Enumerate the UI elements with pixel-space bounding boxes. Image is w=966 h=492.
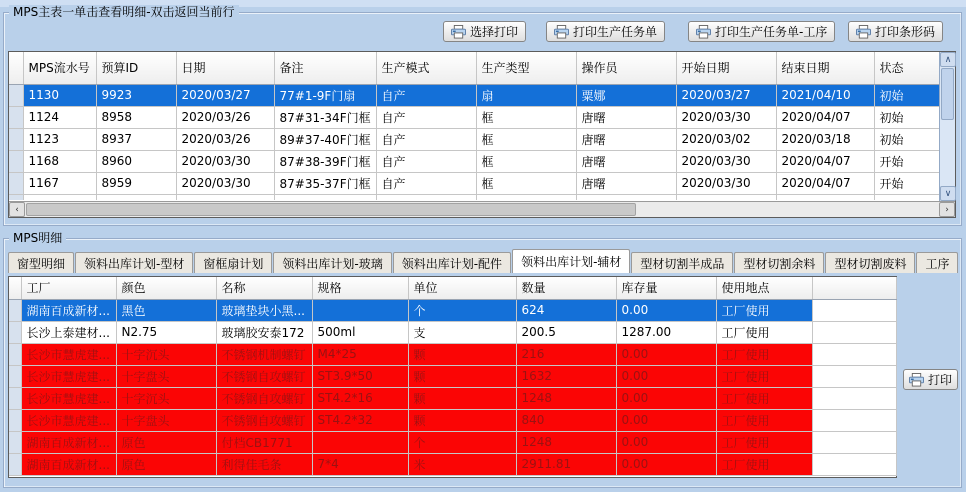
mps-detail-grid xyxy=(8,276,897,478)
grid-cell: 8958 xyxy=(96,106,176,128)
tab-material-plan-profile[interactable]: 领料出库计划-型材 xyxy=(75,252,193,273)
grid-cell: 工厂使用 xyxy=(716,409,812,431)
grid-cell: 8960 xyxy=(96,150,176,172)
column-header-mps-serial[interactable]: MPS流水号 xyxy=(23,52,96,84)
grid-cell: 624 xyxy=(516,299,616,321)
grid-cell: 自产 xyxy=(376,172,476,194)
grid-cell xyxy=(312,431,408,453)
row-selector-header xyxy=(9,52,23,84)
grid-cell: 1248 xyxy=(516,431,616,453)
column-header-spec[interactable]: 规格 xyxy=(312,277,408,299)
column-header-factory[interactable]: 工厂 xyxy=(21,277,116,299)
grid-cell: 2020/03/26 xyxy=(176,106,274,128)
vertical-scroll-thumb[interactable] xyxy=(941,68,954,120)
table-row[interactable] xyxy=(9,365,896,387)
table-row[interactable] xyxy=(9,387,896,409)
grid-cell: 2020/03/30 xyxy=(676,172,776,194)
row-selector[interactable] xyxy=(9,128,23,150)
table-row[interactable] xyxy=(9,84,939,106)
column-header-name[interactable]: 名称 xyxy=(216,277,312,299)
row-selector[interactable] xyxy=(9,453,21,475)
grid-cell: 湖南百成新材... xyxy=(21,299,116,321)
row-selector[interactable] xyxy=(9,387,21,409)
tab-profile-cut-remnant[interactable]: 型材切割余料 xyxy=(734,252,824,273)
tab-window-detail[interactable]: 窗型明细 xyxy=(8,252,74,273)
grid-filler xyxy=(812,365,896,387)
grid-cell: 工厂使用 xyxy=(716,299,812,321)
column-header-status[interactable]: 状态 xyxy=(874,52,939,84)
grid-cell: 初始 xyxy=(874,84,939,106)
grid-cell: 0.00 xyxy=(616,409,716,431)
grid-cell: 216 xyxy=(516,343,616,365)
grid-cell: 2020/04/07 xyxy=(776,106,874,128)
grid-cell: 840 xyxy=(516,409,616,431)
grid-cell: 个 xyxy=(408,299,516,321)
column-header-end-date[interactable]: 结束日期 xyxy=(776,52,874,84)
row-selector[interactable] xyxy=(9,431,21,453)
grid-cell: 工厂使用 xyxy=(716,343,812,365)
row-selector-header xyxy=(9,277,21,299)
column-header-production-type[interactable]: 生产类型 xyxy=(476,52,576,84)
grid-cell: 1168 xyxy=(23,150,96,172)
print-task-order-button[interactable] xyxy=(546,21,665,42)
tab-material-plan-accessory[interactable]: 领料出库计划-配件 xyxy=(393,252,511,273)
grid-cell: 颗 xyxy=(408,409,516,431)
header-row xyxy=(9,277,896,299)
column-header-operator[interactable]: 操作员 xyxy=(576,52,676,84)
header-row xyxy=(9,52,939,84)
grid-cell: 扇 xyxy=(476,84,576,106)
column-header-stock[interactable]: 库存量 xyxy=(616,277,716,299)
table-row[interactable] xyxy=(9,453,896,475)
grid-cell: 开始 xyxy=(874,150,939,172)
grid-cell: 十字沉头 xyxy=(116,387,216,409)
grid-cell: 0.00 xyxy=(616,343,716,365)
mps-main-grid xyxy=(8,51,956,218)
grid-cell: 7*4 xyxy=(312,453,408,475)
tab-material-plan-glass[interactable]: 领料出库计划-玻璃 xyxy=(273,252,391,273)
grid-cell: 2021/04/10 xyxy=(776,84,874,106)
grid-filler xyxy=(812,387,896,409)
grid-cell: 自产 xyxy=(376,84,476,106)
grid-cell: 不锈钢机制螺钉 xyxy=(216,343,312,365)
printer-icon xyxy=(554,25,569,39)
grid-filler xyxy=(812,431,896,453)
grid-cell: 2911.81 xyxy=(516,453,616,475)
grid-cell: 自产 xyxy=(376,150,476,172)
column-header-color[interactable]: 颜色 xyxy=(116,277,216,299)
column-header-unit[interactable]: 单位 xyxy=(408,277,516,299)
table-row[interactable] xyxy=(9,431,896,453)
grid-cell: 2020/03/30 xyxy=(676,106,776,128)
detail-tab-strip xyxy=(8,249,959,273)
table-row[interactable] xyxy=(9,299,896,321)
grid-cell: 2020/04/07 xyxy=(776,172,874,194)
grid-cell: 工厂使用 xyxy=(716,365,812,387)
tab-frame-sash-plan[interactable]: 窗框扇计划 xyxy=(194,252,272,273)
grid-cell: 初始 xyxy=(874,106,939,128)
row-selector[interactable] xyxy=(9,365,21,387)
grid-cell: 长沙市慧虎建... xyxy=(21,365,116,387)
print-task-order-process-button[interactable] xyxy=(688,21,835,42)
grid-cell: 长沙市慧虎建... xyxy=(21,343,116,365)
grid-cell: 自产 xyxy=(376,128,476,150)
row-selector[interactable] xyxy=(9,106,23,128)
grid-cell: 不锈钢自攻螺钉 xyxy=(216,409,312,431)
grid-cell: 2020/03/30 xyxy=(676,150,776,172)
grid-cell: 1123 xyxy=(23,128,96,150)
button-label: 选择打印 xyxy=(470,25,519,39)
detail-print-button[interactable] xyxy=(903,369,958,390)
grid-cell: 框 xyxy=(476,128,576,150)
grid-cell: 1287.00 xyxy=(616,321,716,343)
table-row[interactable] xyxy=(9,106,939,128)
grid-cell: 黑色 xyxy=(116,299,216,321)
grid-cell: 付档CB1771 xyxy=(216,431,312,453)
grid-cell: 0.00 xyxy=(616,453,716,475)
grid-cell: 8937 xyxy=(96,128,176,150)
grid-cell: 十字盘头 xyxy=(116,365,216,387)
grid-cell: 玻璃胶安泰172 xyxy=(216,321,312,343)
grid-cell: 2020/03/30 xyxy=(176,172,274,194)
grid-cell: 工厂使用 xyxy=(716,453,812,475)
grid-cell: 湖南百成新材... xyxy=(21,431,116,453)
grid-filler xyxy=(812,453,896,475)
grid-cell: M4*25 xyxy=(312,343,408,365)
grid-cell: 1248 xyxy=(516,387,616,409)
grid-cell: 颗 xyxy=(408,365,516,387)
grid-cell: 8959 xyxy=(96,172,176,194)
column-header-production-mode[interactable]: 生产模式 xyxy=(376,52,476,84)
grid-cell: 500ml xyxy=(312,321,408,343)
grid-cell: 框 xyxy=(476,172,576,194)
row-selector[interactable] xyxy=(9,299,21,321)
table-row[interactable] xyxy=(9,321,896,343)
printer-icon xyxy=(909,373,924,387)
grid-cell: 不锈钢自攻螺钉 xyxy=(216,387,312,409)
table-row[interactable] xyxy=(9,172,939,194)
grid-cell: 框 xyxy=(476,150,576,172)
grid-cell: 颗 xyxy=(408,343,516,365)
grid-cell: 200.5 xyxy=(516,321,616,343)
grid-cell: 2020/03/26 xyxy=(176,128,274,150)
grid-cell: 77#1-9F门扇 xyxy=(274,84,376,106)
printer-icon xyxy=(856,25,871,39)
grid-cell: 长沙市慧虎建... xyxy=(21,409,116,431)
grid-cell: 0.00 xyxy=(616,387,716,409)
grid-filler xyxy=(812,299,896,321)
grid-cell: 1167 xyxy=(23,172,96,194)
mps-main-title: MPS主表一单击查看明细-双击返回当前行 xyxy=(9,5,239,20)
grid-cell: 9923 xyxy=(96,84,176,106)
horizontal-scroll-thumb[interactable] xyxy=(26,203,636,216)
grid-cell: 不锈钢自攻螺钉 xyxy=(216,365,312,387)
grid-cell: 个 xyxy=(408,431,516,453)
grid-cell: 2020/03/02 xyxy=(676,128,776,150)
tab-process[interactable]: 工序 xyxy=(916,252,958,273)
button-label: 打印条形码 xyxy=(875,25,936,39)
scroll-left-button[interactable]: ‹ xyxy=(9,202,25,217)
grid-cell: 自产 xyxy=(376,106,476,128)
grid-cell: 开始 xyxy=(874,172,939,194)
grid-cell: 2020/03/30 xyxy=(176,150,274,172)
tab-profile-cut-waste[interactable]: 型材切割废料 xyxy=(825,252,915,273)
grid-cell xyxy=(312,299,408,321)
printer-icon xyxy=(696,25,711,39)
tab-material-plan-auxiliary[interactable]: 领料出库计划-辅材 xyxy=(512,249,630,273)
vertical-scrollbar[interactable] xyxy=(939,52,955,201)
grid-filler xyxy=(812,343,896,365)
grid-cell: 0.00 xyxy=(616,365,716,387)
row-selector[interactable] xyxy=(9,343,21,365)
grid-cell: 唐曙 xyxy=(576,106,676,128)
scroll-up-button[interactable]: ∧ xyxy=(940,52,956,67)
column-header-budget-id[interactable]: 预算ID xyxy=(96,52,176,84)
grid-cell: 唐曙 xyxy=(576,128,676,150)
grid-filler xyxy=(812,321,896,343)
grid-cell: 2020/04/07 xyxy=(776,150,874,172)
row-selector[interactable] xyxy=(9,84,23,106)
grid-cell: 工厂使用 xyxy=(716,431,812,453)
grid-cell: 87#35-37F门框 xyxy=(274,172,376,194)
grid-cell: 利得佳毛条 xyxy=(216,453,312,475)
grid-cell: 粟娜 xyxy=(576,84,676,106)
grid-cell: N2.75 xyxy=(116,321,216,343)
grid-cell: 支 xyxy=(408,321,516,343)
printer-icon xyxy=(451,25,466,39)
grid-cell: 米 xyxy=(408,453,516,475)
grid-cell: 2020/03/27 xyxy=(176,84,274,106)
row-selector[interactable] xyxy=(9,150,23,172)
grid-cell: 湖南百成新材... xyxy=(21,453,116,475)
row-selector[interactable] xyxy=(9,172,23,194)
grid-cell: ST4.2*32 xyxy=(312,409,408,431)
button-label: 打印生产任务单 xyxy=(573,25,658,39)
scroll-down-button[interactable]: ∨ xyxy=(940,186,956,201)
grid-cell: 玻璃垫块小黑... xyxy=(216,299,312,321)
grid-cell: 89#37-40F门框 xyxy=(274,128,376,150)
filler-header xyxy=(812,277,896,299)
grid-cell: 唐曙 xyxy=(576,172,676,194)
table-row[interactable] xyxy=(9,409,896,431)
grid-cell: 0.00 xyxy=(616,431,716,453)
column-header-date[interactable]: 日期 xyxy=(176,52,274,84)
grid-cell: 87#38-39F门框 xyxy=(274,150,376,172)
grid-cell: 1130 xyxy=(23,84,96,106)
grid-cell: 1632 xyxy=(516,365,616,387)
button-label: 打印 xyxy=(928,373,953,387)
mps-detail-title: MPS明细 xyxy=(9,231,66,246)
row-selector[interactable] xyxy=(9,409,21,431)
grid-cell: 唐曙 xyxy=(576,150,676,172)
grid-cell: 87#31-34F门框 xyxy=(274,106,376,128)
grid-cell: 长沙市慧虎建... xyxy=(21,387,116,409)
grid-cell: 原色 xyxy=(116,431,216,453)
select-print-button[interactable] xyxy=(443,21,526,42)
grid-filler xyxy=(812,409,896,431)
grid-cell: 工厂使用 xyxy=(716,321,812,343)
grid-cell: 初始 xyxy=(874,128,939,150)
grid-cell: 2020/03/18 xyxy=(776,128,874,150)
grid-cell: 工厂使用 xyxy=(716,387,812,409)
grid-cell: 2020/03/27 xyxy=(676,84,776,106)
column-header-remark[interactable]: 备注 xyxy=(274,52,376,84)
table-row[interactable] xyxy=(9,150,939,172)
grid-cell: 十字沉头 xyxy=(116,343,216,365)
grid-cell: 长沙上泰建材... xyxy=(21,321,116,343)
grid-cell: 十字盘头 xyxy=(116,409,216,431)
grid-cell: 框 xyxy=(476,106,576,128)
table-row[interactable] xyxy=(9,128,939,150)
print-barcode-button[interactable] xyxy=(848,21,943,42)
column-header-quantity[interactable]: 数量 xyxy=(516,277,616,299)
column-header-start-date[interactable]: 开始日期 xyxy=(676,52,776,84)
row-selector[interactable] xyxy=(9,321,21,343)
tab-profile-cut-semifinished[interactable]: 型材切割半成品 xyxy=(631,252,733,273)
grid-cell: 1124 xyxy=(23,106,96,128)
button-label: 打印生产任务单-工序 xyxy=(715,25,828,39)
scroll-right-button[interactable]: › xyxy=(939,202,955,217)
grid-cell: 颗 xyxy=(408,387,516,409)
grid-cell: 原色 xyxy=(116,453,216,475)
horizontal-scrollbar[interactable] xyxy=(9,201,955,217)
grid-cell: ST4.2*16 xyxy=(312,387,408,409)
column-header-usage-place[interactable]: 使用地点 xyxy=(716,277,812,299)
grid-cell: 0.00 xyxy=(616,299,716,321)
clipped-row[interactable] xyxy=(9,194,939,200)
table-row[interactable] xyxy=(9,343,896,365)
grid-cell: ST3.9*50 xyxy=(312,365,408,387)
